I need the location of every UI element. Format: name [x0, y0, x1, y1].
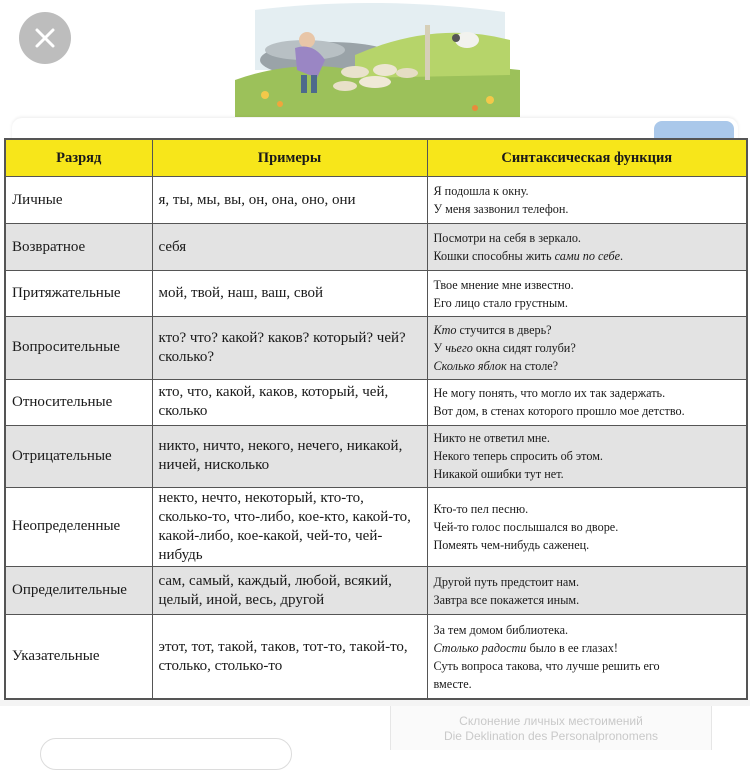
- function-example-line: Не могу понять, что могло их так задержать.: [433, 386, 666, 401]
- examples-cell: кто? что? какой? каков? который? чей? сколько?: [152, 317, 427, 379]
- function-example-line: Никакой ошибки тут нет.: [433, 467, 564, 482]
- examples-cell: кто, что, какой, каков, который, чей, сколько: [152, 379, 427, 425]
- function-example-line: [434, 321, 741, 339]
- function-text: У: [433, 340, 446, 355]
- function-text: стучится в дверь?: [456, 322, 552, 337]
- table-row: [5, 177, 747, 224]
- function-emphasis: чьего: [445, 340, 473, 355]
- function-example-line: вместе.: [433, 676, 472, 691]
- examples-cell: сам, самый, каждый, любой, всякий, целый, иной, весь, другой: [152, 567, 427, 615]
- examples-cell: себя: [152, 224, 427, 271]
- function-example-line: Суть вопроса такова, что лучше решить его: [433, 658, 660, 673]
- function-cell: [427, 177, 747, 224]
- function-text: Кошки способны жить: [433, 249, 555, 264]
- table-row: [5, 317, 747, 379]
- function-cell: [427, 487, 747, 566]
- related-image-card[interactable]: [390, 706, 712, 750]
- category-cell: Личные: [5, 177, 152, 224]
- related-caption-ru: Склонение личных местоимений: [459, 714, 643, 728]
- close-button[interactable]: [19, 12, 71, 64]
- function-example-line: Завтра все покажется иным.: [433, 592, 580, 607]
- function-example-line: Другой путь предстоит нам.: [433, 574, 580, 589]
- category-cell: Отрицательные: [5, 425, 152, 487]
- function-example-line: Чей-то голос послышался во дворе.: [433, 519, 619, 534]
- function-example-line: Вот дом, в стенах которого прошло мое детство.: [433, 404, 685, 419]
- category-cell: Вопросительные: [5, 317, 152, 379]
- header-illustration: [235, 0, 520, 117]
- function-example-line: Твое мнение мне известно.: [433, 277, 574, 292]
- table-row: [5, 271, 747, 317]
- function-cell: [427, 425, 747, 487]
- examples-cell: я, ты, мы, вы, он, она, оно, они: [152, 177, 427, 224]
- accent-tab: [654, 121, 734, 139]
- function-emphasis: сами по себе: [554, 249, 621, 264]
- function-example-line: Кто-то пел песню.: [433, 501, 529, 516]
- category-cell: Притяжательные: [5, 271, 152, 317]
- function-emphasis: Столько радости: [433, 640, 527, 655]
- function-cell: [427, 615, 747, 699]
- pronoun-table: [4, 138, 748, 700]
- function-example-line: Помеять чем-нибудь саженец.: [433, 537, 590, 552]
- function-example-line: [434, 639, 741, 657]
- function-cell: [427, 567, 747, 615]
- function-example-line: [434, 247, 741, 265]
- function-text: окна сидят голуби?: [472, 340, 576, 355]
- function-text: на столе?: [506, 358, 559, 373]
- category-cell: Определительные: [5, 567, 152, 615]
- function-example-line: Посмотри на себя в зеркало.: [433, 231, 581, 246]
- category-cell: Указательные: [5, 615, 152, 699]
- function-example-line: Его лицо стало грустным.: [433, 295, 568, 310]
- function-text: было в ее глазах!: [526, 640, 618, 655]
- bottom-pill[interactable]: [40, 738, 292, 770]
- function-example-line: Некого теперь спросить об этом.: [433, 449, 603, 464]
- table-row: [5, 567, 747, 615]
- table-row: [5, 425, 747, 487]
- category-cell: Относительные: [5, 379, 152, 425]
- function-example-line: Никто не ответил мне.: [433, 431, 550, 446]
- header-function: Синтаксическая функция: [427, 139, 747, 177]
- table-row: [5, 487, 747, 566]
- related-caption-de: Die Deklination des Personalpronomens: [443, 729, 659, 743]
- function-cell: [427, 271, 747, 317]
- category-cell: Неопределенные: [5, 487, 152, 566]
- function-example-line: [434, 357, 741, 375]
- table-header-row: [5, 139, 747, 177]
- table-row: [5, 615, 747, 699]
- table-row: [5, 379, 747, 425]
- function-example-line: За тем домом библиотека.: [433, 622, 569, 637]
- close-x-icon: [34, 27, 56, 49]
- function-example-line: У меня зазвонил телефон.: [433, 202, 569, 217]
- examples-cell: мой, твой, наш, ваш, свой: [152, 271, 427, 317]
- examples-cell: никто, ничто, некого, нечего, никакой, ничей, нисколько: [152, 425, 427, 487]
- function-cell: [427, 317, 747, 379]
- function-text: .: [620, 249, 624, 264]
- function-example-line: Я подошла к окну.: [433, 184, 529, 199]
- function-emphasis: Кто: [433, 322, 457, 337]
- function-cell: [427, 379, 747, 425]
- function-example-line: [434, 339, 741, 357]
- examples-cell: этот, тот, такой, таков, тот-то, такой-то, столько, столько-то: [152, 615, 427, 699]
- header-category: Разряд: [5, 139, 152, 177]
- category-cell: Возвратное: [5, 224, 152, 271]
- examples-cell: некто, нечто, некоторый, кто-то, сколько-то, что-либо, кое-кто, какой-то, какой-либо, кое-какой, чей-то, чей-нибудь: [152, 487, 427, 566]
- function-emphasis: Сколько яблок: [433, 358, 507, 373]
- header-examples: Примеры: [152, 139, 427, 177]
- table-row: [5, 224, 747, 271]
- function-cell: [427, 224, 747, 271]
